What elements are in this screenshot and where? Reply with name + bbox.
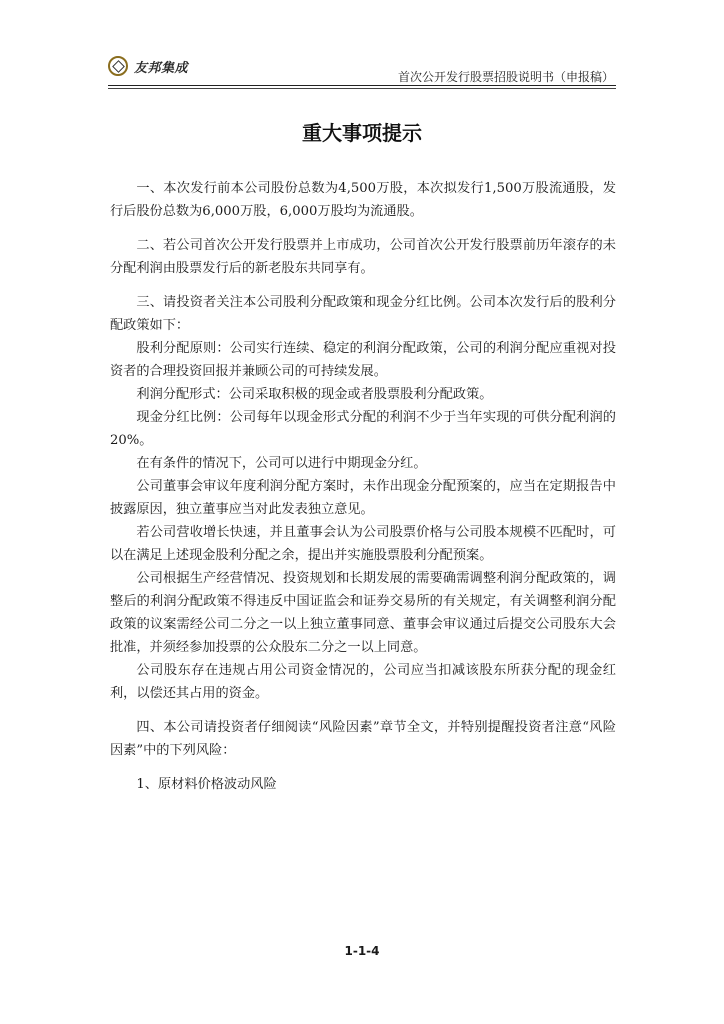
company-logo (108, 56, 188, 76)
header-document-title: 首次公开发行股票招股说明书（申报稿） (397, 70, 614, 84)
paragraph-risk-item-1: 1、原材料价格波动风险 (136, 777, 277, 792)
paragraph-interim-dividend: 在有条件的情况下，公司可以进行中期现金分红。 (136, 456, 427, 471)
header-rule-thin (108, 88, 616, 89)
page-number: 1-1-4 (344, 944, 380, 958)
paragraph-share-capital: 一、本次发行前本公司股份总数为4,500万股，本次拟发行1,500万股流通股，发行后股份总数为6,000万股，6,000万股均为流通股。 (110, 181, 616, 219)
header-rule-thick (108, 85, 616, 86)
page-header (108, 56, 616, 86)
logo-emblem-icon (108, 56, 128, 76)
logo-text: 友邦集成 (134, 60, 189, 76)
paragraph-fund-occupation: 公司股东存在违规占用公司资金情况的，公司应当扣减该股东所获分配的现金红利，以偿还其占用的资金。 (110, 663, 616, 701)
paragraph-board-review: 公司董事会审议年度利润分配方案时，未作出现金分配预案的，应当在定期报告中披露原因，独立董事应当对此发表独立意见。 (110, 479, 616, 517)
body-content (110, 177, 616, 796)
page-title: 重大事项提示 (302, 121, 422, 145)
paragraph-policy-adjustment: 公司根据生产经营情况、投资规划和长期发展的需要确需调整利润分配政策的，调整后的利润分配政策不得违反中国证监会和证券交易所的有关规定，有关调整利润分配政策的议案需经公司二分之一以上独立董事同意、董事会审议通过后提交公司股东大会批准，并须经参加投票的公众股东二分之一以上同意。 (110, 571, 616, 655)
paragraph-risk-factors-intro: 四、本公司请投资者仔细阅读“风险因素”章节全文，并特别提醒投资者注意“风险因素”中的下列风险： (110, 720, 616, 758)
paragraph-dividend-principle: 股利分配原则：公司实行连续、稳定的利润分配政策，公司的利润分配应重视对投资者的合理投资回报并兼顾公司的可持续发展。 (110, 341, 616, 379)
paragraph-dividend-policy-intro: 三、请投资者关注本公司股利分配政策和现金分红比例。公司本次发行后的股利分配政策如下： (110, 295, 616, 333)
paragraph-stock-dividend: 若公司营收增长快速，并且董事会认为公司股票价格与公司股本规模不匹配时，可以在满足上述现金股利分配之余，提出并实施股票股利分配预案。 (110, 525, 616, 563)
paragraph-cash-dividend-ratio: 现金分红比例：公司每年以现金形式分配的利润不少于当年实现的可供分配利润的20%。 (110, 410, 616, 448)
paragraph-dividend-form: 利润分配形式：公司采取积极的现金或者股票股利分配政策。 (136, 387, 493, 402)
paragraph-retained-earnings: 二、若公司首次公开发行股票并上市成功，公司首次公开发行股票前历年滚存的未分配利润由股票发行后的新老股东共同享有。 (110, 238, 616, 276)
